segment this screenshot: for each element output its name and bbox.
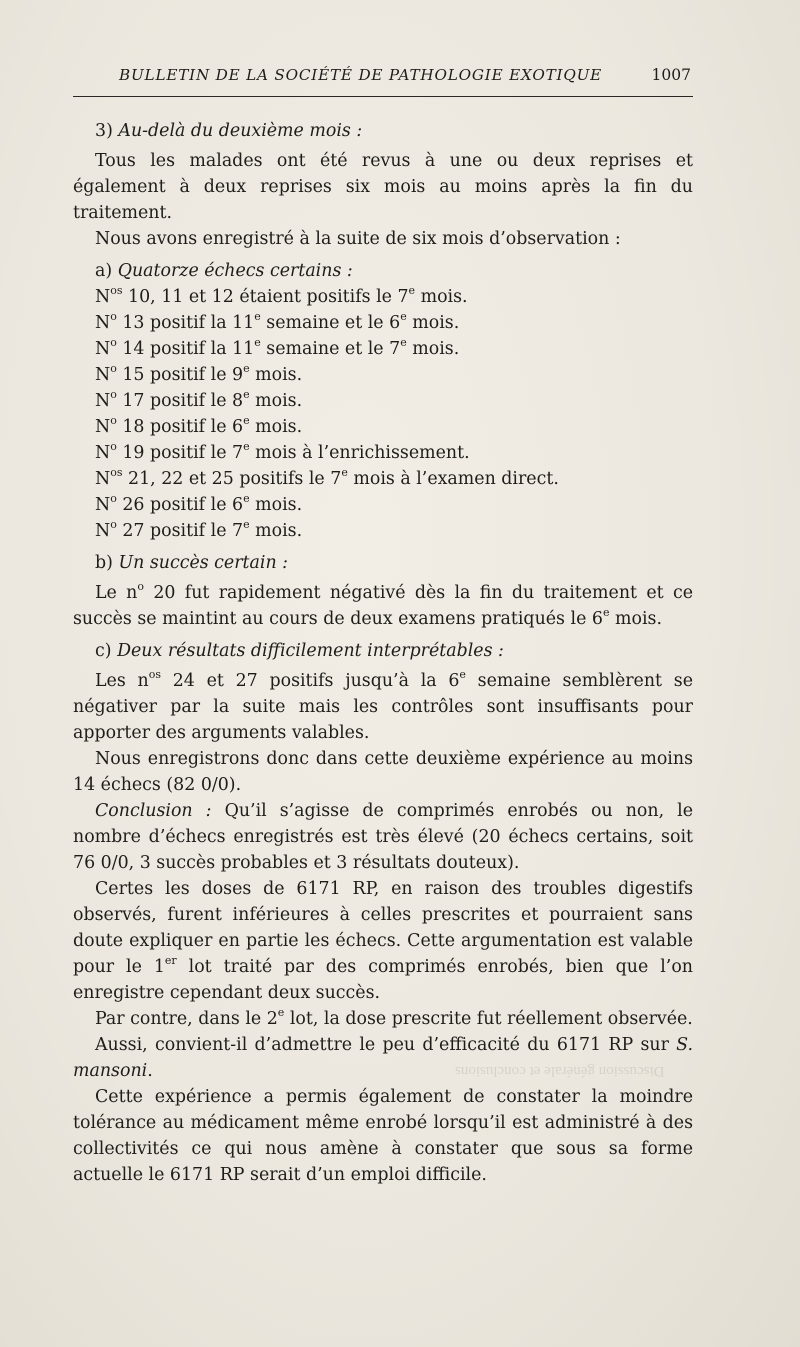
paragraph <box>73 148 693 226</box>
journal-title: BULLETIN DE LA SOCIÉTÉ DE PATHOLOGIE EXOTIQUE <box>119 66 603 84</box>
paragraph: Aussi, convient-il d’admettre le peu d’efficacité du 6171 RP sur S. mansoni. <box>73 1035 693 1081</box>
paragraph: Les $n^{os}$ 24 et 27 positifs jusqu’à la 6e semaine semblèrent se négativer par la suite mais les contrôles sont insuffisants pour apporter des arguments valables. <box>73 668 693 743</box>
section-title: Au-delà du deuxième mois : <box>118 121 363 141</box>
list-item: $N^o$ 17 positif le 8e mois. <box>95 388 303 411</box>
list-item: $N^o$ 13 positif la 11e semaine et le 6e mois. <box>95 310 460 333</box>
page-number: 1007 <box>651 66 691 84</box>
list-item: $N^o$ 18 positif le 6e mois. <box>95 414 303 437</box>
list-item: $N^{os}$ 21, 22 et 25 positifs le 7e mois à l’examen direct. <box>95 466 559 489</box>
paragraph: Cette expérience a permis également de constater la moindre tolérance au médicament même enrobé lorsqu’il est administré à des collectivités ce qui nous amène à constater que sous sa forme actuelle le 6171 RP serait d’un emploi difficile. <box>73 1087 693 1185</box>
conclusion-label: Conclusion : <box>95 801 212 821</box>
subsection-heading-c <box>73 638 693 664</box>
subsection-marker: c) <box>95 641 112 661</box>
paragraph: Le $n^o$ 20 fut rapidement négativé dès la fin du traitement et ce succès se maintint au cours de deux examens pratiqués le 6e mois. <box>73 580 693 629</box>
section-number: 3) <box>95 121 113 141</box>
paragraph: Certes les doses de 6171 RP, en raison des troubles digestifs observés, furent inférieures à celles prescrites et pourraient sans doute expliquer en partie les échecs. Cette argumentation est valable pour le 1er lot traité par des comprimés enrobés, bien que l’on enregistre cependant deux succès. <box>73 879 693 1003</box>
species-name: S. mansoni <box>73 1035 693 1081</box>
subsection-title: Quatorze échecs certains : <box>117 261 353 281</box>
list-item: $N^o$ 26 positif le 6e mois. <box>95 492 303 515</box>
list-item: $N^o$ 14 positif la 11e semaine et le 7e mois. <box>95 336 460 359</box>
running-header <box>73 66 691 90</box>
list-item: $N^o$ 19 positif le 7e mois à l’enrichissement. <box>95 440 470 463</box>
subsection-marker: a) <box>95 261 113 281</box>
list-item: $N^o$ 15 positif le 9e mois. <box>95 362 303 385</box>
paragraph: Par contre, dans le 2e lot, la dose prescrite fut réellement observée. <box>95 1006 693 1029</box>
failure-list <box>73 284 693 544</box>
bleed-through-text: Discussion générale et conclusions <box>455 1063 665 1079</box>
paragraph <box>73 226 693 252</box>
subsection-marker: b) <box>95 553 113 573</box>
header-rule <box>73 96 693 97</box>
subsection-heading-b <box>73 550 693 576</box>
list-item: $N^o$ 27 positif le 7e mois. <box>95 518 303 541</box>
paragraph-text: Nous avons enregistré à la suite de six mois d’observation : <box>95 229 621 249</box>
section-heading <box>73 118 693 144</box>
paragraph: Nous enregistrons donc dans cette deuxième expérience au moins 14 échecs (82 0/0). <box>73 749 693 795</box>
subsection-title: Deux résultats difficilement interprétables : <box>117 641 504 661</box>
paragraph-text: Tous les malades ont été revus à une ou deux reprises et également à deux reprises six mois au moins après la fin du traitement. <box>73 151 693 223</box>
conclusion-paragraph: Conclusion : Qu’il s’agisse de comprimés enrobés ou non, le nombre d’échecs enregistrés est très élevé (20 échecs certains, soit 76 0/0, 3 succès probables et 3 résultats douteux). <box>73 801 694 873</box>
body-text <box>73 118 693 1188</box>
subsection-heading-a <box>73 258 693 284</box>
list-item: $N^{os}$ 10, 11 et 12 étaient positifs le 7e mois. <box>95 284 468 307</box>
subsection-title: Un succès certain : <box>118 553 289 573</box>
